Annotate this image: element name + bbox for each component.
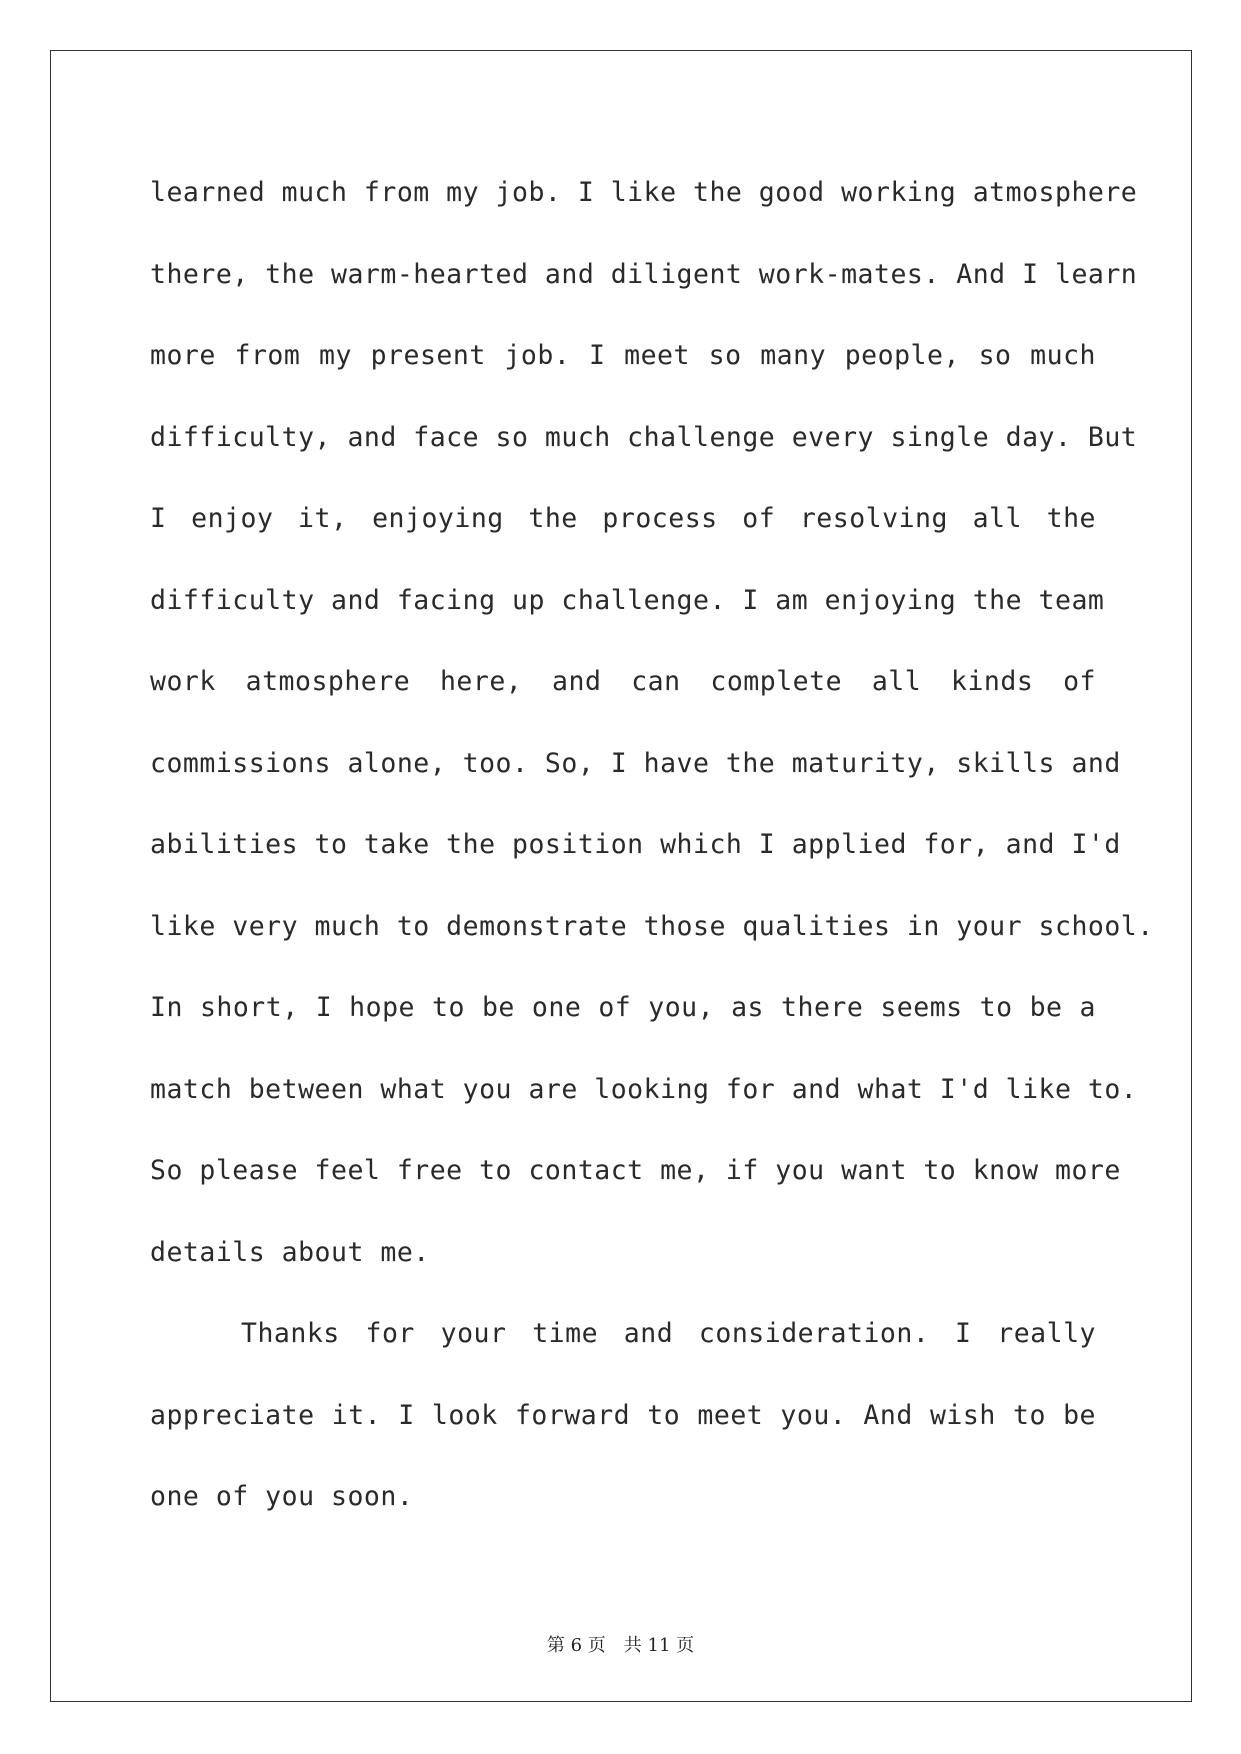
- text-line: Thanks for your time and consideration. I really: [241, 1318, 1096, 1349]
- text-line: abilities to take the position which I applied for, and I'd: [150, 829, 1121, 860]
- text-line: I enjoy it, enjoying the process of resolving all the: [150, 503, 1096, 534]
- page-number-footer: 第 6 页 共 11 页: [546, 1635, 695, 1656]
- text-line: commissions alone, too. So, I have the maturity, skills and: [150, 747, 1121, 779]
- text-line: there, the warm-hearted and diligent work-mates. And I learn: [150, 258, 1138, 290]
- text-line: work atmosphere here, and can complete all kinds of: [150, 666, 1096, 697]
- text-line: one of you soon.: [150, 1481, 414, 1512]
- document-body: [150, 152, 1154, 1538]
- text-line: like very much to demonstrate those qualities in your school.: [150, 910, 1154, 942]
- text-line: details about me.: [150, 1236, 430, 1268]
- text-line: more from my present job. I meet so many people, so much: [150, 340, 1096, 371]
- text-line: In short, I hope to be one of you, as there seems to be a: [150, 992, 1096, 1023]
- text-line: match between what you are looking for and what I'd like to.: [150, 1073, 1138, 1105]
- text-line: So please feel free to contact me, if you want to know more: [150, 1155, 1121, 1186]
- text-line: difficulty and facing up challenge. I am enjoying the team: [150, 584, 1105, 616]
- text-line: appreciate it. I look forward to meet you. And wish to be: [150, 1399, 1096, 1431]
- text-line: learned much from my job. I like the good working atmosphere: [150, 177, 1138, 208]
- text-line: difficulty, and face so much challenge every single day. But: [150, 421, 1138, 453]
